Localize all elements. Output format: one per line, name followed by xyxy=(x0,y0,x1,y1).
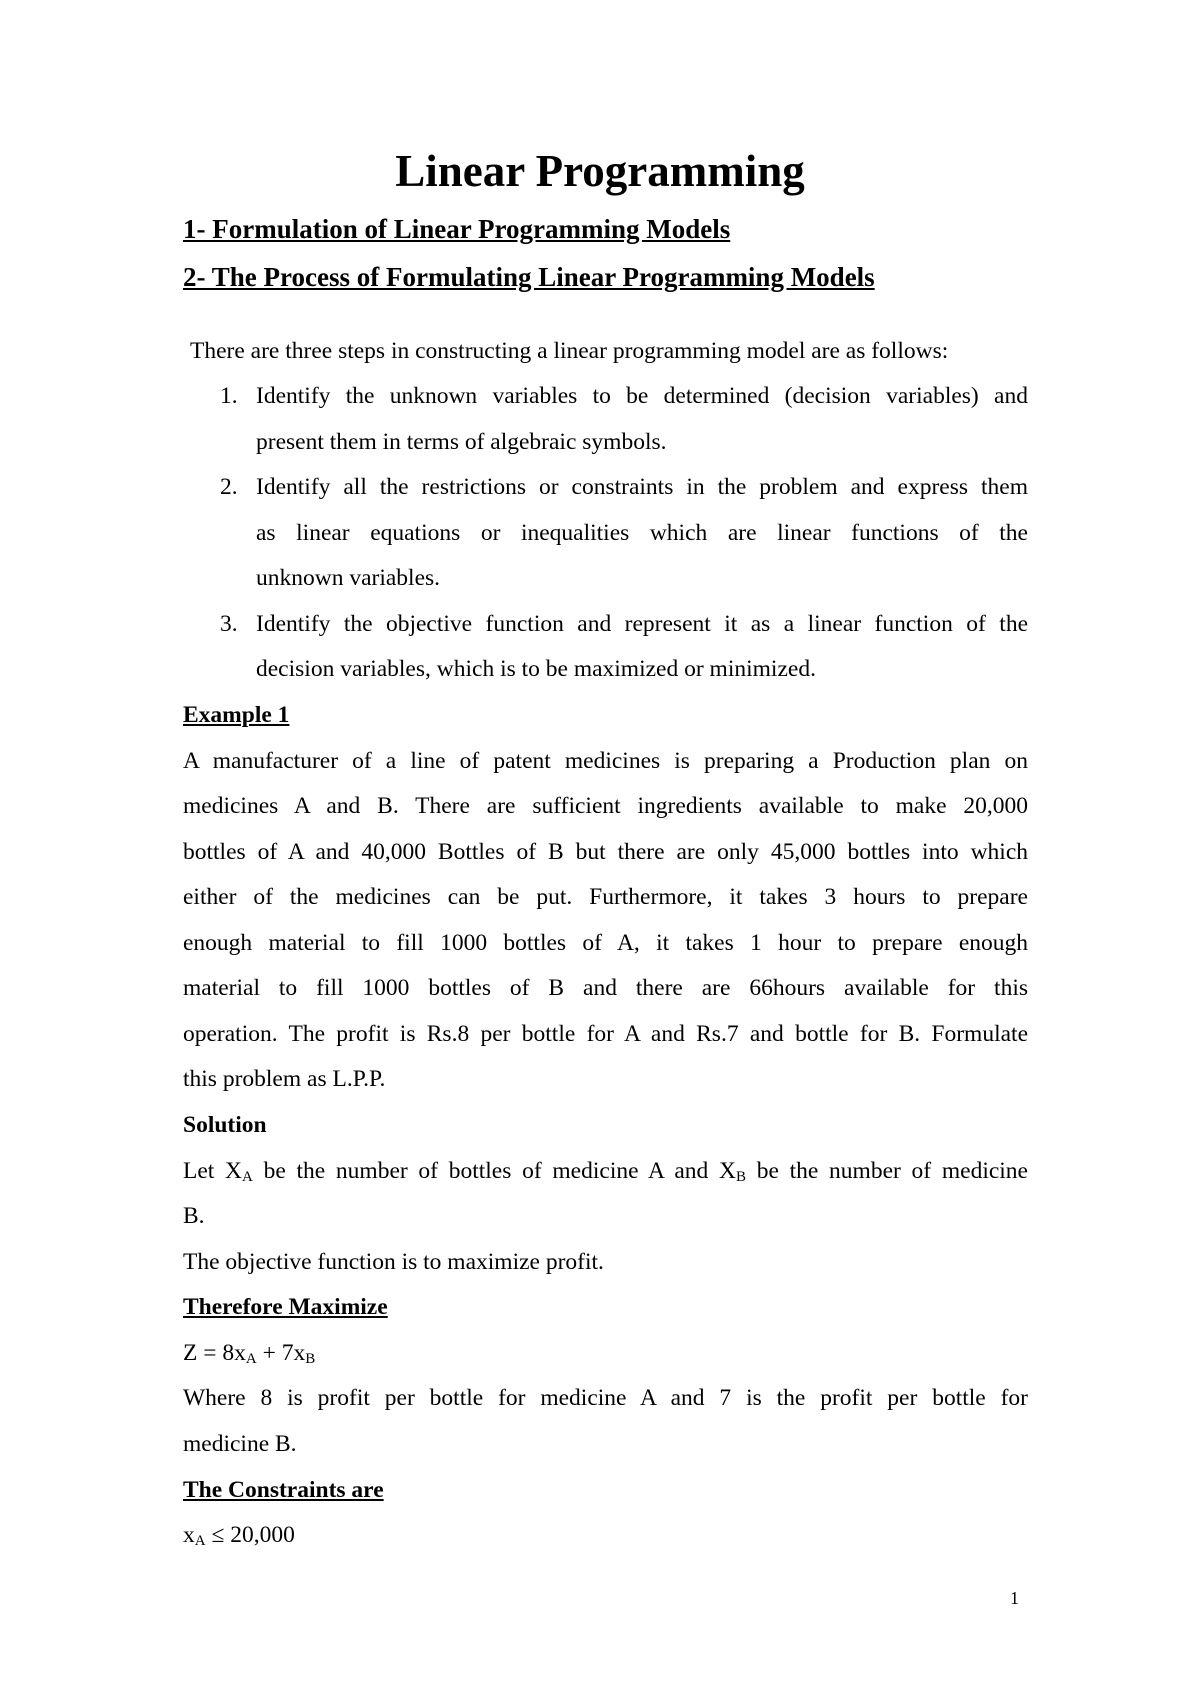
step-line: as linear equations or inequalities which are linear functions of the xyxy=(256,520,1028,546)
step-line: Identify all the restrictions or constraints in the problem and express them xyxy=(256,474,1028,500)
step-number: 1. xyxy=(220,383,238,409)
example-heading: Example 1 xyxy=(183,702,290,728)
step-line: decision variables, which is to be maximized or minimized. xyxy=(256,656,816,682)
constraints-heading: The Constraints are xyxy=(183,1477,384,1503)
objective-equation: $Z = 8x_A + 7x_B$ xyxy=(183,1340,316,1367)
let-statement: Let $X_A$ be the number of bottles of medicine A and $X_B$ be the number of medicine xyxy=(183,1158,1028,1185)
constraint-1: $x_A \le 20,000$ xyxy=(183,1522,295,1549)
example-line: operation. The profit is Rs.8 per bottle for A and Rs.7 and bottle for B. Formulate xyxy=(183,1021,1028,1047)
example-line: bottles of A and 40,000 Bottles of B but there are only 45,000 bottles into which xyxy=(183,839,1028,865)
step-number: 2. xyxy=(220,474,238,500)
example-line: A manufacturer of a line of patent medicines is preparing a Production plan on xyxy=(183,748,1028,774)
section-heading-2: 2- The Process of Formulating Linear Programming Models xyxy=(183,262,875,292)
section-heading-1: 1- Formulation of Linear Programming Models xyxy=(183,214,731,244)
step-line: Identify the unknown variables to be determined (decision variables) and xyxy=(256,383,1028,409)
where-line: Where 8 is profit per bottle for medicine A and 7 is the profit per bottle for xyxy=(183,1385,1028,1411)
page-title: Linear Programming xyxy=(395,146,805,196)
solution-heading: Solution xyxy=(183,1112,267,1138)
let-statement-cont: B. xyxy=(183,1203,205,1229)
where-line: medicine B. xyxy=(183,1431,297,1457)
example-line: either of the medicines can be put. Furthermore, it takes 3 hours to prepare xyxy=(183,884,1028,910)
page-number: 1 xyxy=(1010,1588,1019,1608)
intro-text: There are three steps in constructing a linear programming model are as follows: xyxy=(190,338,949,364)
step-line: unknown variables. xyxy=(256,565,441,591)
example-line: enough material to fill 1000 bottles of A, it takes 1 hour to prepare enough xyxy=(183,930,1028,956)
step-number: 3. xyxy=(220,611,238,637)
step-line: present them in terms of algebraic symbols. xyxy=(256,429,667,455)
example-line: medicines A and B. There are sufficient ingredients available to make 20,000 xyxy=(183,793,1028,819)
step-line: Identify the objective function and represent it as a linear function of the xyxy=(256,611,1028,637)
objective-text: The objective function is to maximize profit. xyxy=(183,1249,604,1275)
example-line: material to fill 1000 bottles of B and there are 66hours available for this xyxy=(183,975,1028,1001)
example-line: this problem as L.P.P. xyxy=(183,1066,386,1092)
maximize-heading: Therefore Maximize xyxy=(183,1294,388,1320)
